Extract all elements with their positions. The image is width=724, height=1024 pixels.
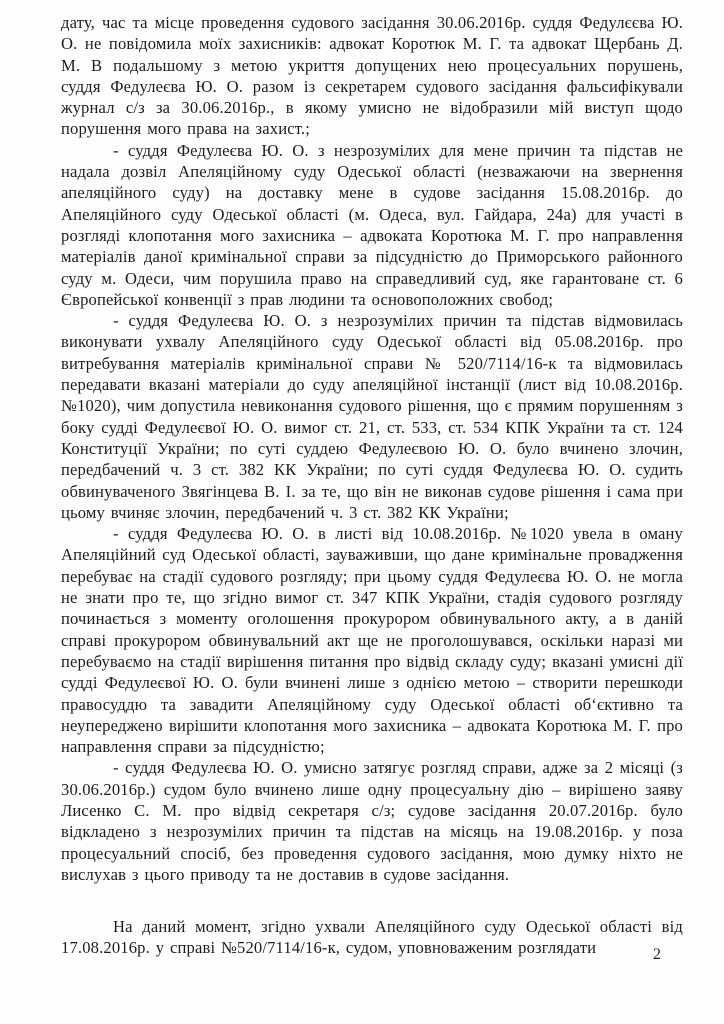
paragraph-bullet-2: - суддя Федулеєва Ю. О. з незрозумілих причин та підстав відмовилась виконувати ухвалу Апеляційного суду Одеської області від 05.08.2016р. про витребування матеріалів кримінальної справи № 520/7114/16-к та відмовилась передавати вказані матеріали до суду апеляційної інстанції (лист від 10.08.2016р. №1020), чим допустила невиконання судового рішення, що є прямим порушенням з боку судді Федулеєвої Ю. О. вимог ст. 21, ст. 533, ст. 534 КПК України та ст. 124 Конституції України; по суті суддею Федулеєвою Ю. О. було вчинено злочин, передбачений ч. 3 ст. 382 КК України; по суті суддя Федулеєва Ю. О. судить обвинуваченого Звягінцева В. І. за те, що він не виконав судове рішення і сама при цьому вчиняє злочин, передбачений ч. 3 ст. 382 КК України; (61, 311, 683, 522)
page-number: 2 (653, 946, 661, 963)
document-text-block (61, 12, 683, 959)
paragraph-bullet-4: - суддя Федулеєва Ю. О. умисно затягує розгляд справи, адже за 2 місяці (з 30.06.2016р.) судом було вчинено лише одну процесуальну дію – вирішено заяву Лисенко С. М. про відвід секретаря с/з; судове засідання 20.07.2016р. було відкладено з незрозумілих причин та підстав на місяць на 19.08.2016р. у поза процесуальний спосіб, без проведення судового засідання, мою думку ніхто не вислухав з цього приводу та не доставив в судове засідання. (61, 758, 683, 884)
paragraph-bullet-3: - суддя Федулеєва Ю. О. в листі від 10.08.2016р. №1020 увела в оману Апеляційний суд Одеської області, зауваживши, що дане кримінальне провадження перебуває на стадії судового розгляду; при цьому суддя Федулеєва Ю. О. не могла не знати про те, що згідно вимог ст. 347 КПК України, стадія судового розгляду починається з моменту оголошення прокурором обвинувального акту, а в даній справі прокурором обвинувальний акт ще не проголошувався, оскільки наразі ми перебуваємо на стадії вирішення питання про відвід складу суду; вказані умисні дії судді Федулеєвої Ю. О. були вчинені лише з однією метою – створити перешкоди правосуддю та завадити Апеляційному суду Одеської області об‘єктивно та неупереджено вирішити клопотання мого захисника – адвоката Коротюка М. Г. про направлення справи за підсудністю; (61, 524, 683, 757)
paragraph-closing: На даний момент, згідно ухвали Апеляційного суду Одеської області від 17.08.2016р. у справі №520/7114/16-к, судом, уповноваженим розглядати (61, 917, 683, 958)
paragraph-continuation: дату, час та місце проведення судового засідання 30.06.2016р. суддя Федулєєва Ю. О. не повідомила моїх захисників: адвокат Коротюк М. Г. та адвокат Щербань Д. М. В подальшому з метою укриття допущених нею процесуальних порушень, суддя Федулеєва Ю. О. разом із секретарем судового засідання фальсифікували журнал с/з за 30.06.2016р., в якому умисно не відобразили мій виступ щодо порушення мого права на захист.; (61, 13, 683, 139)
paragraph-bullet-1: - суддя Федулеєва Ю. О. з незрозумілих для мене причин та підстав не надала дозвіл Апеляційному суду Одеської області (незважаючи на звернення апеляційного суду) на доставку мене в судове засідання 15.08.2016р. до Апеляційного суду Одеської області (м. Одеса, вул. Гайдара, 24а) для участі в розгляді клопотання мого захисника – адвоката Коротюка М. Г. про направлення матеріалів даної кримінальної справи за підсудністю до Приморського районного суду м. Одеси, чим порушила право на справедливий суд, яке гарантоване ст. 6 Європейської конвенції з прав людини та основоположних свобод; (61, 140, 683, 309)
